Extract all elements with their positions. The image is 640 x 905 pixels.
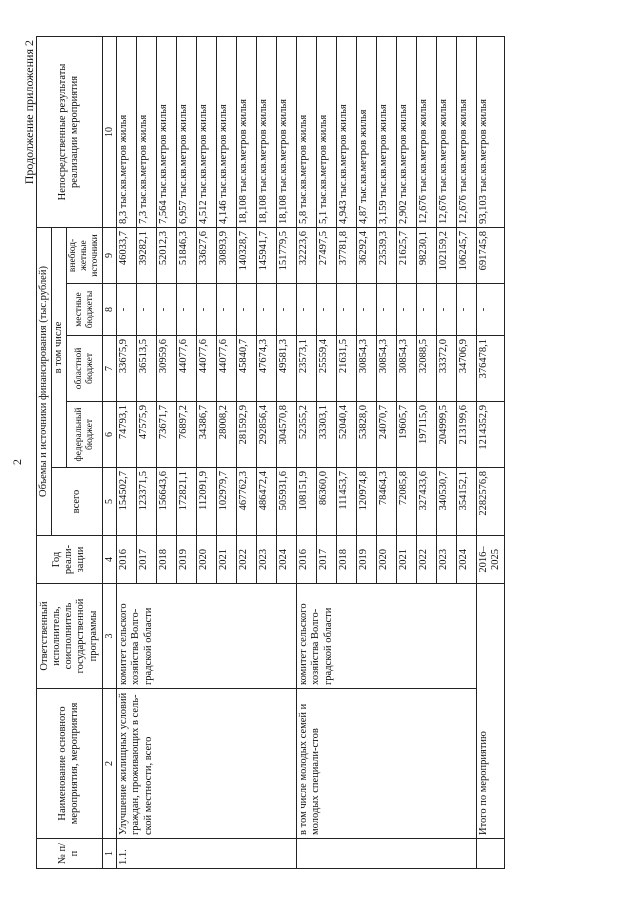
regional-cell: 21631,5 — [337, 336, 357, 402]
total-cell: 102979,7 — [217, 468, 237, 536]
year-cell: 2023 — [257, 536, 277, 584]
regional-cell: 23573,1 — [297, 336, 317, 402]
extrabudget-cell: 52012,3 — [157, 227, 177, 283]
federal-cell: 19605,7 — [397, 402, 417, 468]
regional-cell: 44077,6 — [217, 336, 237, 402]
federal-cell: 74793,1 — [117, 402, 137, 468]
total-cell: 86360,0 — [317, 468, 337, 536]
extrabudget-cell: 46033,7 — [117, 227, 137, 283]
local-cell: - — [317, 284, 337, 336]
year-cell: 2016 — [297, 536, 317, 584]
regional-cell: 30854,3 — [357, 336, 377, 402]
local-cell: - — [197, 284, 217, 336]
local-cell: - — [237, 284, 257, 336]
extrabudget-cell: 30893,9 — [217, 227, 237, 283]
colnum: 2 — [102, 689, 117, 839]
extrabudget-cell: 151779,5 — [277, 227, 297, 283]
extrabudget-cell: 21625,7 — [397, 227, 417, 283]
federal-cell: 1214352,9 — [477, 402, 504, 468]
regional-cell: 45840,7 — [237, 336, 257, 402]
result-cell: 7,564 тыс.кв.метров жилья — [157, 36, 177, 227]
result-cell: 12,676 тыс.кв.метров жилья — [437, 36, 457, 227]
year-cell: 2022 — [417, 536, 437, 584]
result-cell: 18,108 тыс.кв.метров жилья — [257, 36, 277, 227]
year-cell: 2023 — [437, 536, 457, 584]
result-cell: 4,146 тыс.кв.метров жилья — [217, 36, 237, 227]
result-cell: 3,159 тыс.кв.метров жилья — [377, 36, 397, 227]
regional-cell: 30854,3 — [397, 336, 417, 402]
header-federal: федеральный бюджет — [67, 402, 103, 468]
federal-cell: 281592,9 — [237, 402, 257, 468]
result-cell: 18,108 тыс.кв.метров жилья — [237, 36, 257, 227]
year-cell: 2020 — [197, 536, 217, 584]
result-cell: 93,103 тыс.кв.метров жилья — [477, 36, 504, 227]
colnum: 4 — [102, 536, 117, 584]
federal-cell: 47575,9 — [137, 402, 157, 468]
result-cell: 18,108 тыс.кв.метров жилья — [277, 36, 297, 227]
extrabudget-cell: 27497,5 — [317, 227, 337, 283]
total-cell: 78464,3 — [377, 468, 397, 536]
result-cell: 6,957 тыс.кв.метров жилья — [177, 36, 197, 227]
regional-cell: 34706,9 — [457, 336, 477, 402]
federal-cell: 52355,2 — [297, 402, 317, 468]
total-cell: 505931,6 — [277, 468, 297, 536]
federal-cell: 76897,2 — [177, 402, 197, 468]
result-cell: 7,3 тыс.кв.метров жилья — [137, 36, 157, 227]
regional-cell: 33675,9 — [117, 336, 137, 402]
federal-cell: 33303,1 — [317, 402, 337, 468]
local-cell: - — [457, 284, 477, 336]
result-cell: 4,512 тыс.кв.метров жилья — [197, 36, 217, 227]
executor: комитет сельского хозяйства Волго-градской области — [297, 584, 477, 689]
executor: комитет сельского хозяйства Волго-градской области — [117, 584, 297, 689]
total-label: Итого по мероприятию — [477, 584, 504, 839]
total-cell: 154502,7 — [117, 468, 137, 536]
total-cell: 340530,7 — [437, 468, 457, 536]
regional-cell: 25559,4 — [317, 336, 337, 402]
header-result: Непосредственные результаты реализации мероприятия — [37, 36, 103, 227]
page-number: 2 — [10, 459, 24, 465]
federal-cell: 304570,8 — [277, 402, 297, 468]
total-cell: 486472,4 — [257, 468, 277, 536]
local-cell: - — [277, 284, 297, 336]
extrabudget-cell: 39282,1 — [137, 227, 157, 283]
regional-cell: 33372,0 — [437, 336, 457, 402]
local-cell: - — [397, 284, 417, 336]
federal-cell: 52040,4 — [337, 402, 357, 468]
total-cell: 172821,1 — [177, 468, 197, 536]
local-cell: - — [217, 284, 237, 336]
total-cell: 112091,9 — [197, 468, 217, 536]
finance-table — [36, 36, 505, 869]
federal-cell: 292856,4 — [257, 402, 277, 468]
year-cell: 2021 — [217, 536, 237, 584]
extrabudget-cell: 145941,7 — [257, 227, 277, 283]
result-cell: 5,8 тыс.кв.метров жилья — [297, 36, 317, 227]
header-num: № п/п — [37, 839, 103, 869]
result-cell: 4,87 тыс.кв.метров жилья — [357, 36, 377, 227]
colnum: 3 — [102, 584, 117, 689]
extrabudget-cell: 36292,4 — [357, 227, 377, 283]
result-cell: 12,676 тыс.кв.метров жилья — [417, 36, 437, 227]
total-cell: 120974,8 — [357, 468, 377, 536]
extrabudget-cell: 33627,6 — [197, 227, 217, 283]
header-regional: областной бюджет — [67, 336, 103, 402]
federal-cell: 73671,7 — [157, 402, 177, 468]
colnum: 10 — [102, 36, 117, 227]
federal-cell: 34386,7 — [197, 402, 217, 468]
result-cell: 5,1 тыс.кв.метров жилья — [317, 36, 337, 227]
local-cell: - — [137, 284, 157, 336]
extrabudget-cell: 691745,8 — [477, 227, 504, 283]
total-cell: 111453,7 — [337, 468, 357, 536]
local-cell: - — [377, 284, 397, 336]
extrabudget-cell: 51846,3 — [177, 227, 197, 283]
regional-cell: 44077,6 — [197, 336, 217, 402]
extrabudget-cell: 140328,7 — [237, 227, 257, 283]
total-cell: 108151,9 — [297, 468, 317, 536]
federal-cell: 24070,7 — [377, 402, 397, 468]
local-cell: - — [337, 284, 357, 336]
total-cell: 123371,5 — [137, 468, 157, 536]
local-cell: - — [297, 284, 317, 336]
header-local: местные бюджеты — [67, 284, 103, 336]
local-cell: - — [477, 284, 504, 336]
year-cell: 2024 — [457, 536, 477, 584]
local-cell: - — [417, 284, 437, 336]
local-cell: - — [257, 284, 277, 336]
header-extrabudget: внебюд-жетные источники — [67, 227, 103, 283]
regional-cell: 32088,5 — [417, 336, 437, 402]
result-cell: 2,902 тыс.кв.метров жилья — [397, 36, 417, 227]
extrabudget-cell: 23539,3 — [377, 227, 397, 283]
local-cell: - — [117, 284, 137, 336]
total-cell: 327433,6 — [417, 468, 437, 536]
year-cell: 2024 — [277, 536, 297, 584]
column-numbers-row — [102, 36, 117, 868]
colnum: 7 — [102, 336, 117, 402]
regional-cell: 47674,3 — [257, 336, 277, 402]
measure-name: Улучшение жилищных условий граждан, проживающих в сель-ской местности, всего — [117, 689, 297, 839]
table-row — [297, 36, 317, 868]
year-cell: 2016–2025 — [477, 536, 504, 584]
table-row — [117, 36, 137, 868]
result-cell: 4,943 тыс.кв.метров жилья — [337, 36, 357, 227]
row-number: 1.1. — [117, 839, 297, 869]
total-cell: 156643,6 — [157, 468, 177, 536]
measure-name: в том числе молодых семей и молодых специали-стов — [297, 689, 477, 839]
colnum: 5 — [102, 468, 117, 536]
year-cell: 2019 — [177, 536, 197, 584]
colnum: 9 — [102, 227, 117, 283]
regional-cell: 30854,3 — [377, 336, 397, 402]
federal-cell: 204999,5 — [437, 402, 457, 468]
table-body — [117, 36, 504, 868]
year-cell: 2018 — [157, 536, 177, 584]
regional-cell: 44077,6 — [177, 336, 197, 402]
total-cell: 2282576,8 — [477, 468, 504, 536]
row-number — [477, 839, 504, 869]
year-cell: 2018 — [337, 536, 357, 584]
local-cell: - — [357, 284, 377, 336]
header-year: Год реали-зации — [37, 536, 103, 584]
total-cell: 72085,8 — [397, 468, 417, 536]
extrabudget-cell: 32223,6 — [297, 227, 317, 283]
extrabudget-cell: 102159,2 — [437, 227, 457, 283]
year-cell: 2022 — [237, 536, 257, 584]
appendix-label: Продолжение приложения 2 — [22, 40, 36, 185]
regional-cell: 376478,1 — [477, 336, 504, 402]
year-cell: 2016 — [117, 536, 137, 584]
total-cell: 467762,3 — [237, 468, 257, 536]
colnum: 1 — [102, 839, 117, 869]
year-cell: 2017 — [317, 536, 337, 584]
result-cell: 8,3 тыс.кв.метров жилья — [117, 36, 137, 227]
year-cell: 2017 — [137, 536, 157, 584]
regional-cell: 30959,6 — [157, 336, 177, 402]
local-cell: - — [157, 284, 177, 336]
extrabudget-cell: 37781,8 — [337, 227, 357, 283]
header-executor: Ответственный исполнитель, соисполнитель государственной программы — [37, 584, 103, 689]
year-cell: 2019 — [357, 536, 377, 584]
regional-cell: 49581,3 — [277, 336, 297, 402]
header-finance: Объемы и источники финансирования (тыс.рублей) — [37, 227, 52, 535]
row-number — [297, 839, 477, 869]
header-including: в том числе — [52, 227, 67, 467]
federal-cell: 28008,2 — [217, 402, 237, 468]
total-cell: 354152,1 — [457, 468, 477, 536]
result-cell: 12,676 тыс.кв.метров жилья — [457, 36, 477, 227]
extrabudget-cell: 98230,1 — [417, 227, 437, 283]
header-name: Наименование основного мероприятия, мероприятия — [37, 689, 103, 839]
federal-cell: 197115,0 — [417, 402, 437, 468]
local-cell: - — [177, 284, 197, 336]
local-cell: - — [437, 284, 457, 336]
colnum: 6 — [102, 402, 117, 468]
total-row — [477, 36, 504, 868]
regional-cell: 36513,5 — [137, 336, 157, 402]
federal-cell: 213199,6 — [457, 402, 477, 468]
federal-cell: 53828,0 — [357, 402, 377, 468]
year-cell: 2020 — [377, 536, 397, 584]
year-cell: 2021 — [397, 536, 417, 584]
header-total: всего — [52, 468, 103, 536]
colnum: 8 — [102, 284, 117, 336]
extrabudget-cell: 106245,7 — [457, 227, 477, 283]
